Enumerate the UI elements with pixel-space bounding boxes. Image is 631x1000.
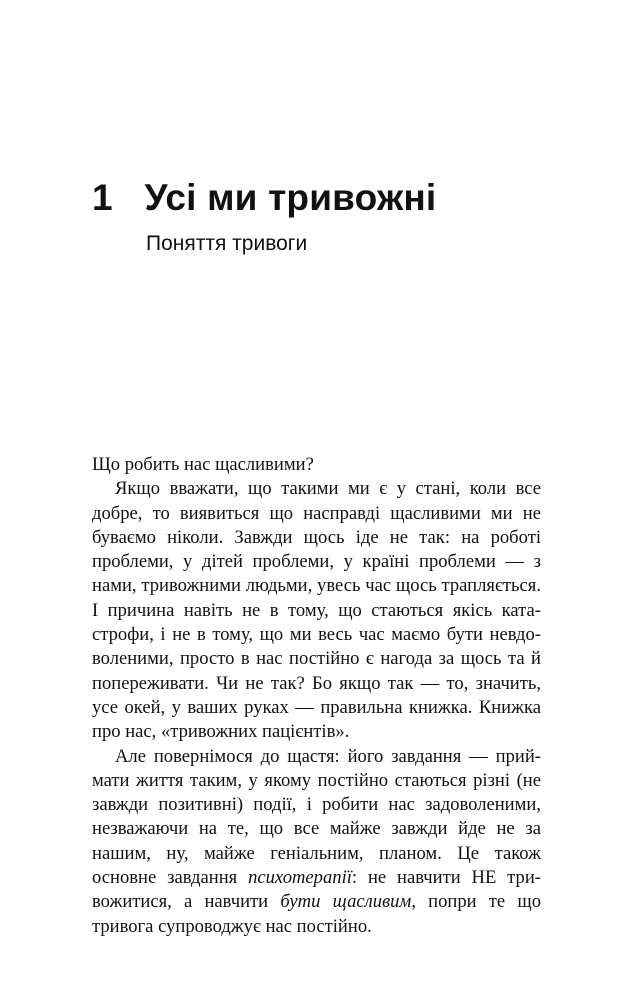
paragraph-2-text-2: : не навчити НЕ тривожитися, а навчити <box>92 867 541 913</box>
paragraph-2 <box>92 745 541 939</box>
paragraph-2-emphasis-be-happy: бути щасливим <box>280 891 412 913</box>
paragraph-2-text-3: , попри те що тривога супроводжує нас постійно. <box>92 891 541 937</box>
chapter-title: Усі ми тривожні <box>144 177 437 218</box>
paragraph-2-emphasis-psychotherapy: психотерапії <box>248 867 352 889</box>
paragraph-1: Якщо вважати, що такими ми є у стані, коли все добре, то виявиться що насправді щасливими ми не буваємо ніколи. Завжди щось іде не так: на роботі проблеми, у дітей проблеми, у країні проблеми — з нами, тривожними людьми, увесь час щось трапляється. І причина навіть не в тому, що стаються якісь катастрофи, і не в тому, що ми весь час маємо бути невдоволеними, просто в нас постійно є нагода за щось та й попереживати. Чи не так? Бо якщо так — то, значить, усе окей, у ваших руках — правильна книжка. Книжка про нас, «тривожних пацієнтів». <box>92 478 541 743</box>
opening-question: Що робить нас щасливими? <box>92 454 314 475</box>
chapter-number: 1 <box>92 177 113 218</box>
chapter-heading <box>92 176 436 220</box>
chapter-subtitle: Поняття тривоги <box>146 232 308 255</box>
body-text <box>92 453 541 939</box>
paragraph-2-text-1: Але повернімося до щастя: його завдання — приймати життя таким, у якому постійно стаються різні (не завжди позитивні) події, і робити нас задоволеними, незважаючи на те, що все майже завжди йде не за нашим, ну, майже геніальним, планом. Це також основне завдання <box>92 745 541 889</box>
